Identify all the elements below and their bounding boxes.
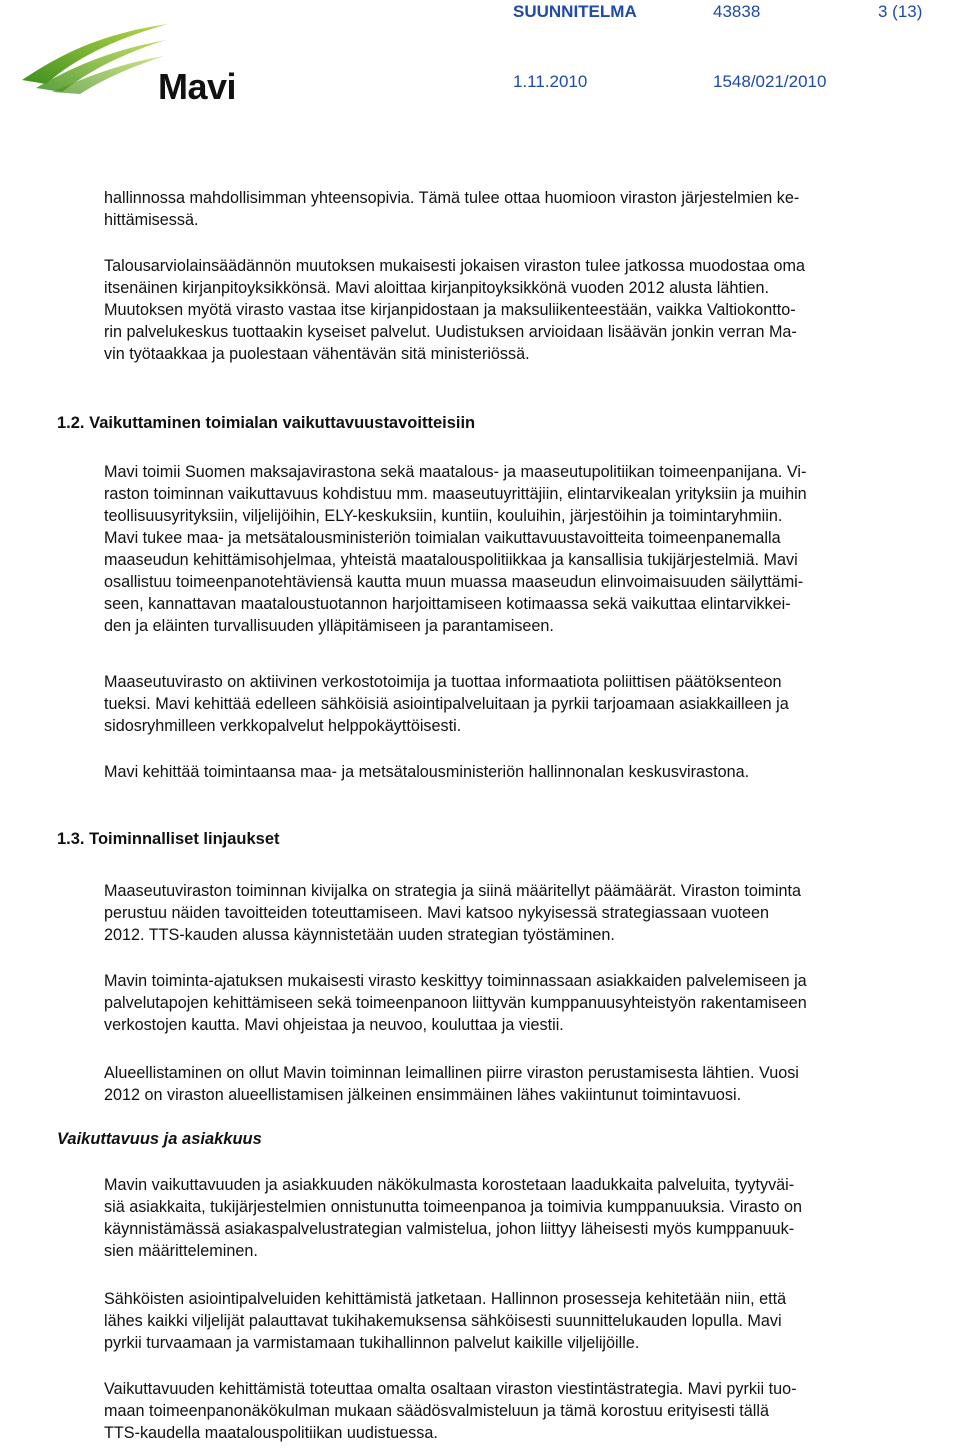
- text-line: raston toiminnan vaikuttavuus kohdistuu mm. maaseutuyrittäjiin, elintarvikealan yrityksiin ja muihin: [104, 485, 807, 503]
- mavi-logo: [18, 16, 237, 107]
- document-type: SUUNNITELMA: [513, 2, 637, 21]
- text-line: rin palvelukeskus tuottaakin kyseiset palvelut. Uudistuksen arvioidaan lisäävän jonkin verran Ma-: [104, 323, 797, 341]
- text-line: den ja eläinten turvallisuuden ylläpitämiseen ja parantamiseen.: [104, 617, 554, 635]
- section-1-2-paragraph-2: [104, 671, 954, 737]
- text-line: Alueellistaminen on ollut Mavin toiminnan leimallinen piirre viraston perustamisesta lähtien. Vuosi: [104, 1064, 799, 1082]
- text-line: Mavi kehittää toimintaansa maa- ja metsätalousministeriön hallinnonalan keskusvirastona.: [104, 763, 750, 781]
- text-line: hallinnossa mahdollisimman yhteensopivia. Tämä tulee ottaa huomioon viraston järjestelmien ke-: [104, 189, 800, 207]
- text-line: käynnistämässä asiakaspalvelustrategian valmistelua, johon liittyy läheisesti myös kumppanuuk-: [104, 1220, 795, 1238]
- section-1-2-paragraph-1: [104, 461, 954, 637]
- text-line: Maaseutuviraston toiminnan kivijalka on strategia ja siinä määritellyt päämäärät. Viraston toiminta: [104, 882, 802, 900]
- subsection-paragraph-1: [104, 1174, 954, 1262]
- page-number: 3 (13): [878, 2, 923, 21]
- text-line: maaseudun kehittämisohjelmaa, yhteistä maatalouspolitiikkaa ja kansallisia tukijärjestelmiä. Mavi: [104, 551, 798, 569]
- text-line: 2012 on viraston alueellistamisen jälkeinen ensimmäinen lähes vakiintunut toimintavuosi.: [104, 1086, 742, 1104]
- text-line: Muutoksen myötä virasto vastaa itse kirjanpidostaan ja maksuliikenteestään, vaikka Valtiokontto-: [104, 301, 796, 319]
- document-date: 1.11.2010: [513, 72, 588, 91]
- text-line: pyrkii turvaamaan ja varmistamaan tukihallinnon palvelut kaikille viljelijöille.: [104, 1334, 640, 1352]
- text-line: TTS-kaudella maatalouspolitiikan uudistuessa.: [104, 1424, 438, 1442]
- text-line: vin työtaakkaa ja puolestaan vähentävän sitä ministeriössä.: [104, 345, 530, 363]
- intro-paragraph-1: [104, 187, 954, 231]
- text-line: teollisuusyrityksiin, viljelijöihin, ELY-keskuksiin, kuntiin, kouluihin, järjestöihin ja toimintaryhmiin.: [104, 507, 783, 525]
- text-line: Vaikuttavuuden kehittämistä toteuttaa omalta osaltaan viraston viestintästrategia. Mavi pyrkii tuo-: [104, 1380, 797, 1398]
- text-line: verkostojen kautta. Mavi ohjeistaa ja neuvoo, kouluttaa ja viestii.: [104, 1016, 564, 1034]
- section-1-3-paragraph-1: [104, 880, 954, 946]
- intro-paragraph-2: [104, 255, 954, 365]
- section-heading-1-2: 1.2. Vaikuttaminen toimialan vaikuttavuustavoitteisiin: [57, 414, 476, 432]
- subsection-paragraph-2: [104, 1288, 954, 1354]
- text-line: itsenäinen kirjanpitoyksikkönsä. Mavi aloittaa kirjanpitoyksikkönä vuoden 2012 alusta lähtien.: [104, 279, 769, 297]
- text-line: 2012. TTS-kauden alussa käynnistetään uuden strategian työstäminen.: [104, 926, 615, 944]
- text-line: Talousarviolainsäädännön muutoksen mukaisesti jokaisen viraston tulee jatkossa muodostaa oma: [104, 257, 805, 275]
- text-line: sidosryhmilleen verkkopalvelut helppokäyttöisesti.: [104, 717, 462, 735]
- text-line: lähes kaikki viljelijät palauttavat tukihakemuksensa sähköisesti suunnittelukauden lopulla. Mavi: [104, 1312, 782, 1330]
- section-1-2-paragraph-3: [104, 761, 954, 783]
- text-line: Mavi tukee maa- ja metsätalousministeriön toimialan vaikuttavuustavoitteita toimeenpanemalla: [104, 529, 781, 547]
- text-line: Mavin toiminta-ajatuksen mukaisesti virasto keskittyy toiminnassaan asiakkaiden palvelemiseen ja: [104, 972, 807, 990]
- subsection-heading: Vaikuttavuus ja asiakkuus: [57, 1130, 262, 1148]
- section-1-3-paragraph-3: [104, 1062, 954, 1106]
- document-reference: 1548/021/2010: [713, 72, 827, 91]
- logo-wordmark: Mavi: [158, 66, 237, 107]
- subsection-paragraph-3: [104, 1378, 954, 1444]
- document-number: 43838: [713, 2, 761, 21]
- text-line: hittämisessä.: [104, 211, 199, 229]
- text-line: siä asiakkaita, tukijärjestelmien onnistunutta toimeenpanoa ja toimivia kumppanuuksia. Virasto on: [104, 1198, 802, 1216]
- text-line: Maaseutuvirasto on aktiivinen verkostotoimija ja tuottaa informaatiota poliittisen päätöksenteon: [104, 673, 782, 691]
- text-line: seen, kannattavan maataloustuotannon harjoittamiseen kotimaassa sekä vaikuttaa elintarvikkei-: [104, 595, 791, 613]
- text-line: maan toimeenpanonäkökulman mukaan säädösvalmisteluun ja tämä korostuu erityisesti tällä: [104, 1402, 769, 1420]
- text-line: Mavin vaikuttavuuden ja asiakkuuden näkökulmasta korostetaan laadukkaita palveluita, tyytyväi-: [104, 1176, 795, 1194]
- text-line: tueksi. Mavi kehittää edelleen sähköisiä asiointipalveluitaan ja pyrkii tarjoamaan asiakkailleen ja: [104, 695, 789, 713]
- text-line: osallistuu toimeenpanotehtäviensä kautta muun muassa maaseudun elinvoimaisuuden säilyttämi-: [104, 573, 804, 591]
- text-line: Sähköisten asiointipalveluiden kehittämistä jatketaan. Hallinnon prosesseja kehitetään niin, että: [104, 1290, 787, 1308]
- section-heading-1-3: 1.3. Toiminnalliset linjaukset: [57, 830, 280, 848]
- text-line: sien määritteleminen.: [104, 1242, 258, 1260]
- section-1-3-paragraph-2: [104, 970, 954, 1036]
- text-line: palvelutapojen kehittämiseen sekä toimeenpanoon liittyvän kumppanuusyhteistyön rakentamiseen: [104, 994, 807, 1012]
- text-line: Mavi toimii Suomen maksajavirastona sekä maatalous- ja maaseutupolitiikan toimeenpanijana. Vi-: [104, 463, 807, 481]
- text-line: perustuu näiden tavoitteiden toteuttamiseen. Mavi katsoo nykyisessä strategiassaan vuoteen: [104, 904, 769, 922]
